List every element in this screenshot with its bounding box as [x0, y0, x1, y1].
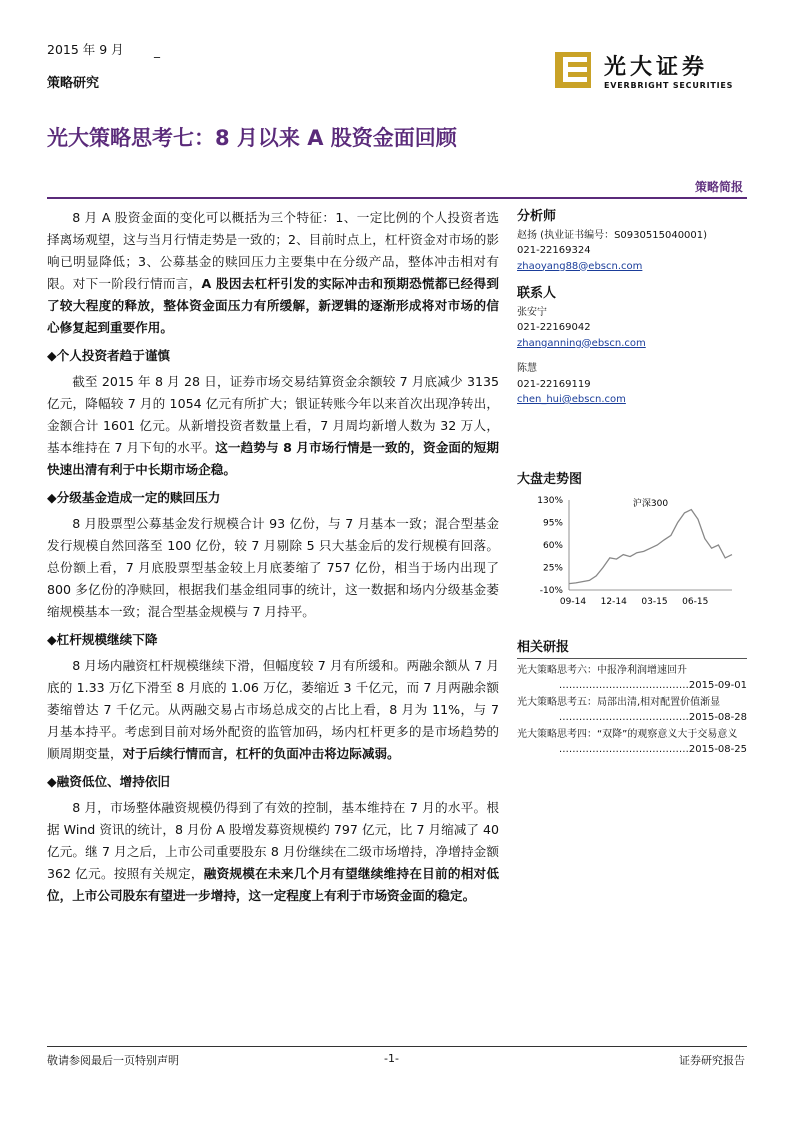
related-item-title: 光大策略思考五：局部出清,相对配置价值渐显: [517, 697, 721, 708]
logo-chinese-name: 光大证券: [604, 54, 709, 80]
related-item-date: …………………………………2015-08-28: [558, 712, 747, 723]
x-tick-label: 06-15: [682, 597, 709, 607]
contact-phone: 021-22169042: [517, 322, 591, 333]
x-tick-label: 09-14: [559, 597, 587, 607]
section-heading: ◆杠杆规模继续下降: [47, 632, 158, 647]
report-type-tag: 策略简报: [694, 180, 743, 194]
related-item-date: …………………………………2015-09-01: [558, 680, 747, 691]
section-heading: ◆个人投资者趋于谨慎: [47, 348, 171, 363]
header-divider: [47, 197, 747, 199]
market-trend-chart: [517, 486, 747, 616]
section-paragraph: 截至 2015 年 8 月 28 日，证券市场交易结算资金余额较 7 月底减少 3135 亿元，降幅较 7 月的 1054 亿元有所扩大；银证转账今年以来首次出现净转出，金额合计 1601 亿元。从新增投资者数量上看，7 月周均新增人数为 32 万人，基本维持在 7 月下旬的水平。这一趋势与 8 月市场行情是一致的，资金面的短期快速出清有利于中长期市场企稳。: [47, 374, 499, 477]
contacts-heading: 联系人: [517, 286, 557, 301]
report-section: 策略研究: [47, 76, 100, 91]
section-paragraph: 8 月股票型公募基金发行规模合计 93 亿份，与 7 月基本一致；混合型基金发行规模自然回落至 100 亿份，较 7 月剔除 5 只大基金后的发行规模有回落。总份额上看，7 月底股票型基金较上月底萎缩了 757 亿份，相当于场内出现了 800 多亿份的净赎回，根据我们基金组同事的统计，这一数据和场内分级基金萎缩规模基本一致；混合型基金规模与 7 月持平。: [47, 516, 499, 619]
y-tick-label: 25%: [542, 563, 563, 574]
related-divider: [517, 658, 747, 659]
contact-email-link[interactable]: chen_hui@ebscn.com: [517, 394, 626, 405]
main-column: [47, 207, 499, 907]
legend-label: 沪深300: [632, 499, 669, 509]
contacts-block: [517, 286, 747, 408]
y-tick-label: 95%: [542, 518, 563, 529]
series-line-hs300: [569, 510, 732, 584]
contact-name: 陈慧: [517, 363, 537, 374]
analyst-name: 赵扬 (执业证书编号：S0930515040001): [517, 229, 708, 241]
section-paragraph: 8 月，市场整体融资规模仍得到了有效的控制，基本维持在 7 月的水平。根据 Wind 资讯的统计，8 月份 A 股增发募资规模约 797 亿元，比 7 月缩减了 40 亿元。继 7 月之后，上市公司重要股东 8 月份继续在二级市场增持，净增持金额 362 亿元。按照有关规定，融资规模在未来几个月有望继续维持在目前的相对低位，上市公司股东有望进一步增持，这一定程度上有利于市场资金面的稳定。: [47, 800, 499, 903]
contact-email-link[interactable]: zhanganning@ebscn.com: [517, 337, 646, 349]
analyst-heading: 分析师: [517, 209, 557, 224]
related-reports: [517, 640, 747, 759]
footer-disclaimer: 敬请参阅最后一页特别声明: [47, 1054, 179, 1067]
related-item[interactable]: [517, 695, 747, 725]
sidebar: [517, 209, 747, 420]
x-tick-label: 12-14: [600, 597, 627, 607]
section-heading: ◆分级基金造成一定的赎回压力: [47, 490, 221, 505]
page-title: 光大策略思考七：8 月以来 A 股资金面回顾: [47, 126, 457, 150]
logo-english-name: EVERBRIGHT SECURITIES: [604, 81, 734, 90]
analyst-phone: 021-22169324: [517, 245, 591, 256]
date-mark: _: [154, 44, 160, 58]
analyst-email-link[interactable]: zhaoyang88@ebscn.com: [517, 260, 643, 272]
section-heading: ◆融资低位、增持依旧: [47, 774, 171, 789]
section-paragraph: 8 月场内融资杠杆规模继续下滑，但幅度较 7 月有所缓和。两融余额从 7 月底的 1.33 万亿下滑至 8 月底的 1.06 万亿，萎缩近 3 千亿元，而 7 月两融余额萎缩曾达 7 千亿元。从两融交易占市场总成交的占比上看，8 月为 11%，与 7 月基本持平。考虑到目前对场外配资的监管加码，场内杠杆更多的是市场趋势的顺周期变量，对于后续行情而言，杠杆的负面冲击将边际减弱。: [47, 658, 499, 761]
related-item[interactable]: [517, 727, 747, 757]
contact-phone: 021-22169119: [517, 378, 591, 390]
footer-divider: [47, 1046, 747, 1047]
y-tick-label: 60%: [542, 541, 563, 551]
related-heading: 相关研报: [517, 640, 570, 655]
report-date: 2015 年 9 月: [47, 42, 124, 57]
related-item-title: 光大策略思考六：中报净利润增速回升: [517, 665, 687, 676]
related-item-title: 光大策略思考四：“双降”的观察意义大于交易意义: [517, 729, 738, 740]
x-tick-label: 03-15: [641, 597, 668, 607]
page-number: -1-: [384, 1052, 399, 1065]
chart-title: 大盘走势图: [517, 472, 583, 487]
y-tick-label: 130%: [537, 496, 563, 506]
contact-name: 张安宁: [517, 306, 547, 318]
summary-paragraph: 8 月 A 股资金面的变化可以概括为三个特征：1、一定比例的个人投资者选择离场观望，这与当月行情走势是一致的；2、目前时点上，杠杆资金对市场的影响已明显降低；3、公募基金的赎回压力主要集中在分级产品，整体冲击相对有限。对下一阶段行情而言，A 股因去杠杆引发的实际冲击和预期恐慌都已经得到了较大程度的释放，整体资金面压力有所缓解，新逻辑的逐渐形成将对市场的信心修复起到重要作用。: [47, 210, 499, 335]
footer-report-type: 证券研究报告: [679, 1054, 745, 1067]
y-tick-label: -10%: [539, 586, 563, 596]
related-item[interactable]: [517, 663, 747, 693]
related-item-date: …………………………………2015-08-25: [558, 744, 747, 755]
analyst-block: [517, 209, 747, 274]
